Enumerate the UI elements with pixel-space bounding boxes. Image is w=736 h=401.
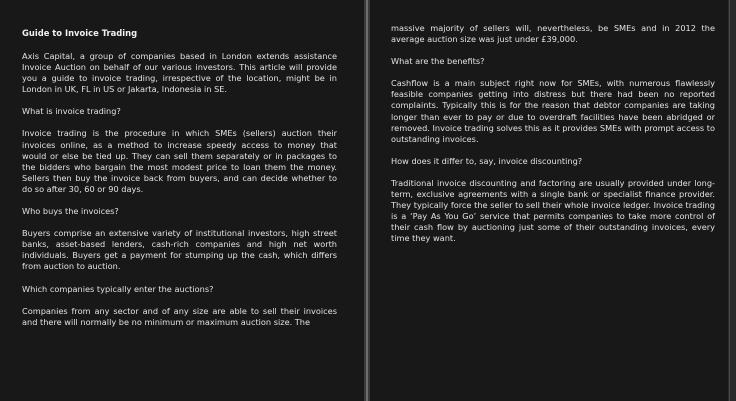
page-left	[0, 0, 364, 401]
paragraph: massive majority of sellers will, nevertheless, be SMEs and in 2012 the average auction size was just under £39,000.	[391, 23, 715, 45]
paragraph: Traditional invoice discounting and factoring are usually provided under long-term, exclusive agreements with a single bank or specialist finance provider. They typically force the seller to sell their whole invoice ledger. Invoice trading is a ‘Pay As You Go’ service that permits companies to take more control of their cash flow by auctioning just some of their outstanding invoices, every time they want.	[391, 177, 715, 244]
page-divider	[366, 0, 368, 401]
section-heading: Which companies typically enter the auctions?	[22, 283, 214, 294]
section-heading: How does it differ to, say, invoice discounting?	[391, 155, 583, 166]
paragraph: Invoice trading is the procedure in which SMEs (sellers) auction their invoices online, as a method to increase speedy access to money that would or else be tied up. They can sell them separately or in packages to the bidders who bargain the most modest price to loan them the money. Sellers then buy the invoice back from buyers, and can decide whether to do so after 30, 60 or 90 days.	[22, 128, 337, 194]
document-title: Guide to Invoice Trading	[22, 28, 138, 38]
page-right	[370, 0, 728, 401]
section-heading: What are the benefits?	[391, 56, 485, 67]
section-heading: What is invoice trading?	[22, 106, 121, 117]
scrollbar-track[interactable]	[729, 0, 730, 401]
paragraph: Cashflow is a main subject right now for SMEs, with numerous flawlessly feasible companies getting into distress but there had been no reported complaints. Typically this is for the reason that debtor companies are taking longer than ever to pay or due to overdraft facilities have been abridged or removed. Invoice trading solves this as it provides SMEs with prompt access to outstanding invoices.	[391, 78, 715, 144]
paragraph: Companies from any sector and of any size are able to sell their invoices and there will normally be no minimum or maximum auction size. The	[22, 305, 337, 327]
paragraph: Buyers comprise an extensive variety of institutional investors, high street banks, asset-based lenders, cash-rich companies and high net worth individuals. Buyers get a payment for stumping up the cash, which differs from auction to auction.	[22, 228, 337, 272]
section-heading: Who buys the invoices?	[22, 206, 119, 217]
paragraph: Axis Capital, a group of companies based in London extends assistance Invoice Auction on behalf of our various investors. This article will provide you a guide to invoice trading, irrespective of the location, might be in London in UK, FL in US or Jakarta, Indonesia in SE.	[22, 51, 337, 95]
